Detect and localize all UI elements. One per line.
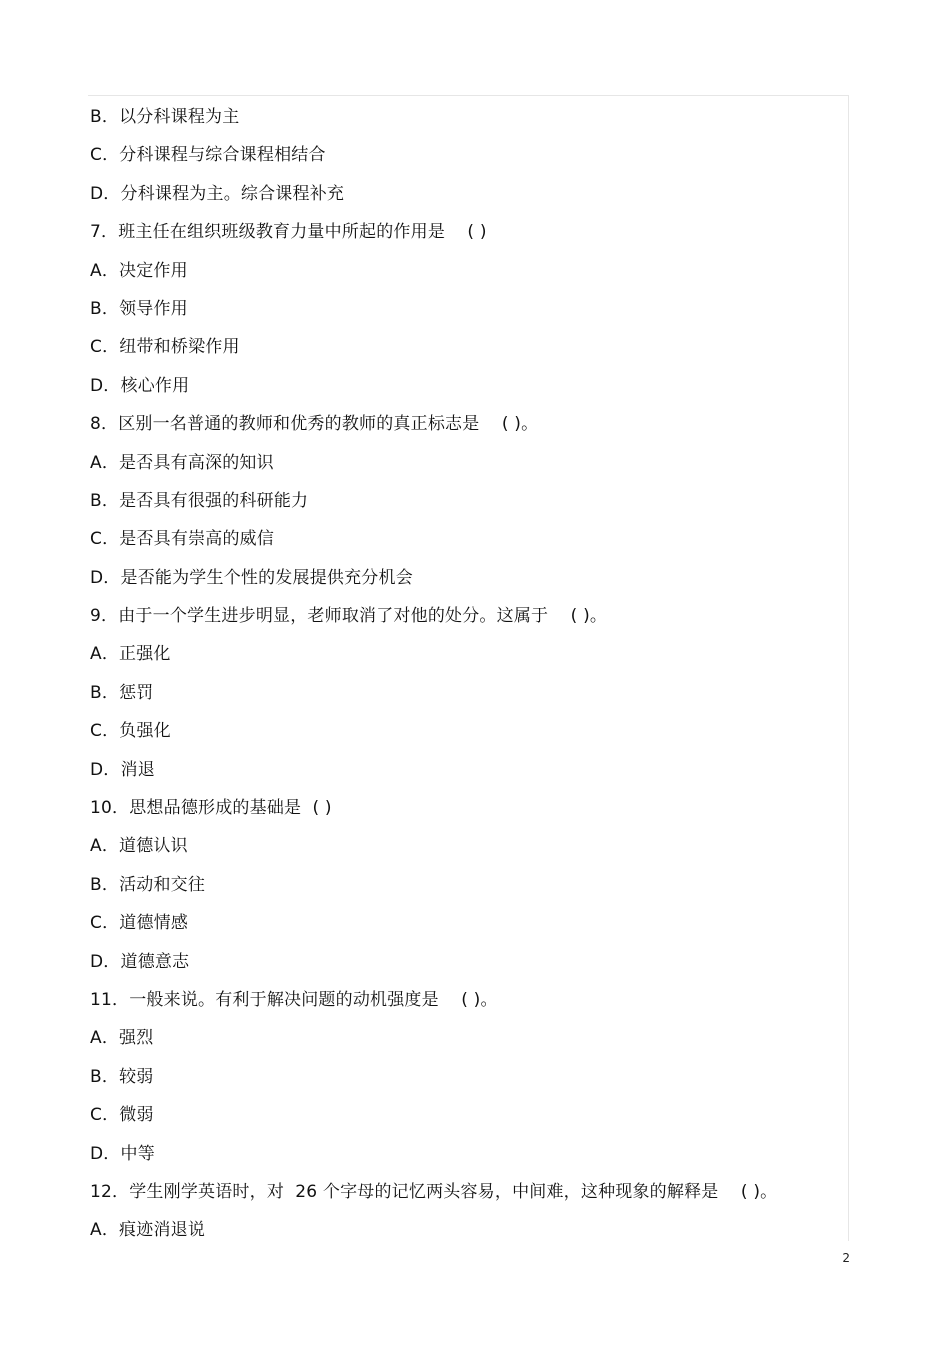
option-line: B．较弱 (90, 1066, 154, 1087)
option-line: C．负强化 (90, 721, 171, 742)
option-line: B．惩罚 (90, 682, 154, 703)
question-line: 12．学生刚学英语时，对 26 个字母的记忆两头容易，中间难，这种现象的解释是 ( )。 (90, 1181, 778, 1202)
option-line: A．强烈 (90, 1028, 154, 1049)
option-line: C．道德情感 (90, 913, 189, 934)
option-line: C．是否具有崇高的威信 (90, 529, 275, 550)
option-line: D．是否能为学生个性的发展提供充分机会 (90, 567, 413, 588)
option-line: C．分科课程与综合课程相结合 (90, 145, 326, 166)
page-number: 2 (842, 1251, 850, 1265)
option-line: C．微弱 (90, 1105, 154, 1126)
option-line: B．是否具有很强的科研能力 (90, 490, 309, 511)
option-line: B．领导作用 (90, 298, 188, 319)
option-line: A．道德认识 (90, 836, 188, 857)
option-line: A．正强化 (90, 644, 171, 665)
option-line: A．痕迹消退说 (90, 1220, 206, 1241)
option-line: B．以分科课程为主 (90, 107, 240, 127)
option-line: D．中等 (90, 1143, 155, 1164)
option-line: D．道德意志 (90, 951, 190, 972)
question-line: 9．由于一个学生进步明显，老师取消了对他的处分。这属于 ( )。 (90, 606, 608, 627)
option-line: A．是否具有高深的知识 (90, 452, 274, 473)
option-line: A．决定作用 (90, 260, 188, 281)
document-body (90, 98, 840, 1250)
option-line: D．消退 (90, 759, 155, 780)
option-line: D．核心作用 (90, 375, 190, 396)
option-line: B．活动和交往 (90, 874, 206, 895)
question-line: 7．班主任在组织班级教育力量中所起的作用是 ( ) (90, 222, 487, 243)
option-line: D．分科课程为主。综合课程补充 (90, 183, 345, 204)
question-line: 8．区别一名普通的教师和优秀的教师的真正标志是 ( )。 (90, 414, 539, 435)
option-line: C．纽带和桥梁作用 (90, 337, 240, 358)
question-line: 10．思想品德形成的基础是 ( ) (90, 798, 332, 819)
question-line: 11．一般来说。有利于解决问题的动机强度是 ( )。 (90, 989, 498, 1010)
